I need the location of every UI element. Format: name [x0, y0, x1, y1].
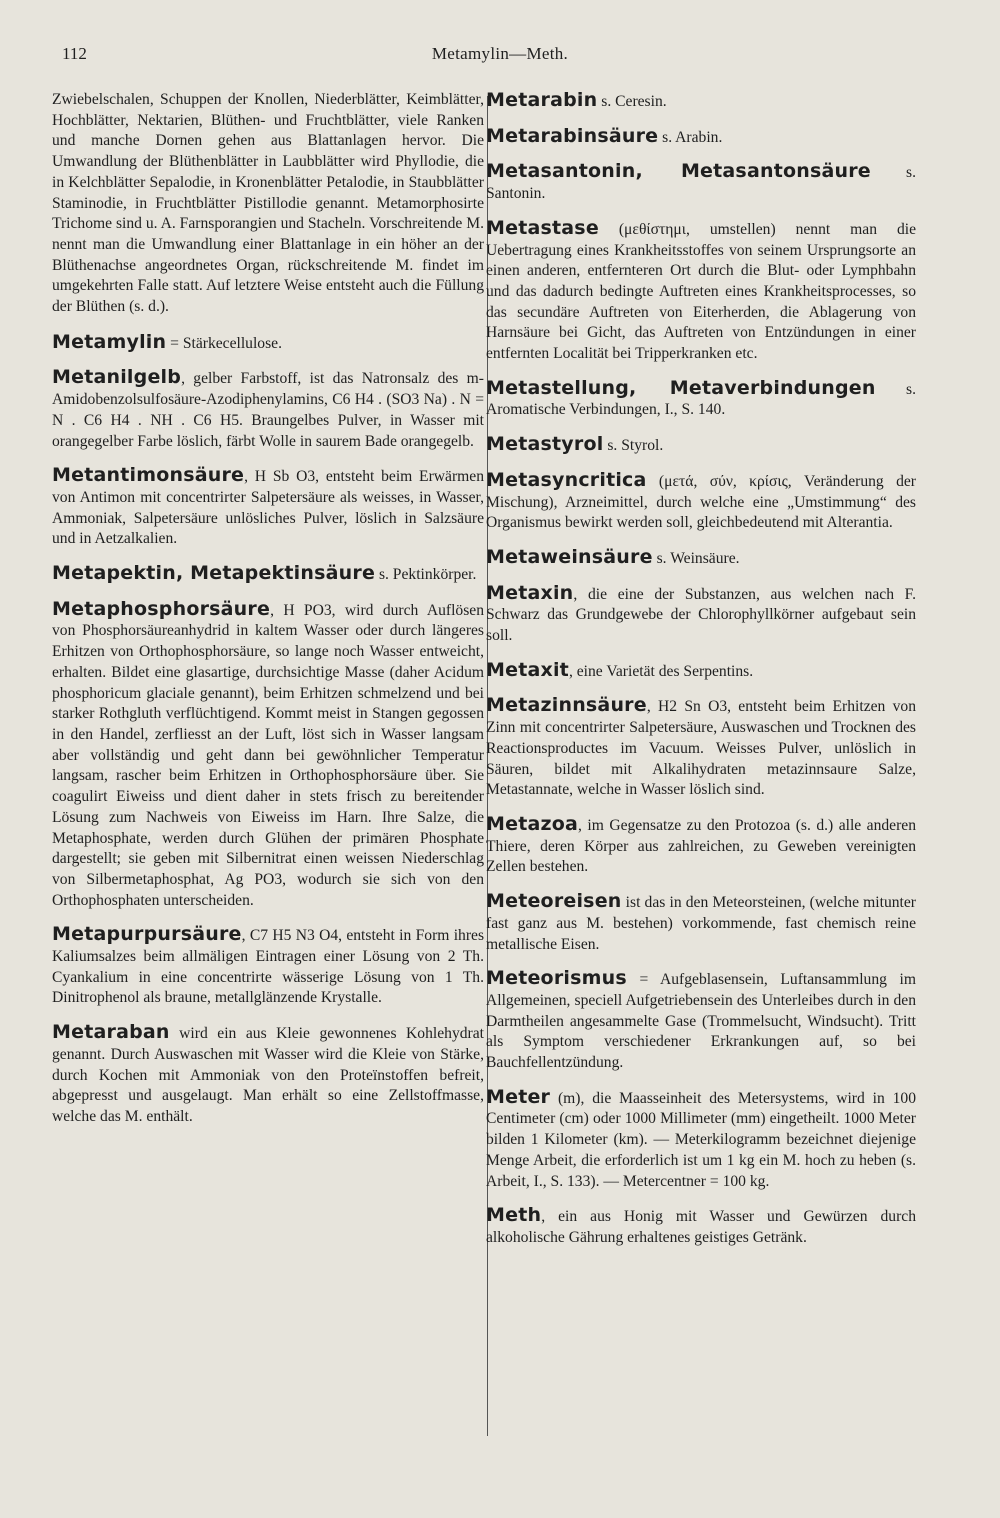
- entry-definition: ein aus Honig mit Wasser und Gewürzen durch alkoholische Gährung erhaltenes geistiges Getränk.: [486, 1208, 917, 1246]
- dictionary-entry: [486, 583, 916, 647]
- entry-definition: H2 Sn O3, entsteht beim Erhitzen von Zinn mit concentrirter Salpetersäure, Auswaschen und Trocknen des Reactionsproductes im Vacuum. Weisses Pulver, unlöslich in Säuren, bildet mit Alkalihydraten metazinnsaure Salze, Metastannate, welche in Wasser löslich sind.: [486, 698, 916, 799]
- entry-definition: s. Santonin.: [486, 164, 916, 203]
- dictionary-entry: [52, 563, 484, 586]
- entry-separator: ,: [573, 585, 588, 603]
- running-title: Metamylin—Meth.: [431, 44, 569, 63]
- entry-separator: ,: [541, 1208, 559, 1226]
- entry-definition: C7 H5 N3 O4, entsteht in Form ihres Kaliumsalzes beim allmäligen Eintragen einer Lösung von 2 Th. Cyankalium in eine concentrirte wässerige Lösung von 1 Th. Dinitrophenol als braune, metallglänzende Krystalle.: [52, 927, 485, 1007]
- entry-headword: Meteoreisen: [486, 890, 622, 913]
- entry-definition: Aufgeblasensein, Luftansammlung im Allgemeinen, speciell Aufgetriebensein des Unterleibes durch in den Darmtheilen angesammelte Gase (Trommelsucht, Windsucht). Tritt als Symptom verschiedener Erkrankungen auf, so bei Bauchfellentzündung.: [486, 971, 917, 1072]
- entry-headword: Metazinnsäure: [486, 694, 647, 717]
- dictionary-entry: [486, 891, 916, 955]
- entry-separator: ,: [241, 927, 250, 945]
- entry-headword: Metamylin: [52, 330, 167, 353]
- entry-separator: [876, 381, 906, 398]
- entry-definition: s. Aromatische Verbindungen, I., S. 140.: [486, 380, 916, 419]
- entry-definition: (μετά, σύν, κρίσις, Veränderung der Mischung), Arzneimittel, durch welche eine „Umstimmung“ des Organismus bewirkt werden soll, gleichbedeutend mit Alterantia.: [486, 472, 916, 532]
- entry-separator: ,: [646, 698, 659, 716]
- entry-separator: [170, 1025, 180, 1042]
- dictionary-entry: [486, 378, 916, 421]
- dictionary-entry: [486, 1087, 916, 1193]
- entry-definition: H Sb O3, entsteht beim Erwärmen von Antimon mit concentrirter Salpetersäure als weisses, in Wasser, Ammoniak, Salpetersäure unlösliches Pulver, löslich in Salzsäure und in Aetzalkalien.: [52, 468, 485, 548]
- entry-headword: Metastyrol: [486, 433, 604, 456]
- dictionary-entry: [486, 814, 916, 878]
- entry-definition: Stärkecellulose.: [182, 334, 282, 352]
- continuation-text: Zwiebelschalen, Schuppen der Knollen, Niederblätter, Keimblätter, Hochblätter, Nektarien, Blüthen- und Fruchtblätter, viele Ranken und manche Dornen gehen aus Blattanlagen hervor. Die Umwandlung der Blüthenblätter in Laubblätter wird Phyllodie, die in Kelchblätter Sepalodie, in Kronenblätter Petalodie, in Staubblätter Staminodie, in Fruchtblätter Pistillodie genannt. Metamorphosirte Trichome sind u. A. Farnsporangien und Stacheln. Vorschreitende M. nennt man die Umwandlung einer Blattanlage in ein höher an der Blüthenachse angeordnetes Organ, rückschreitende M. findet im umgekehrten Falle statt. Auf letztere Weise entsteht auch die Füllung der Blüthen (s. d.).: [52, 91, 484, 316]
- entry-headword: Metanilgelb: [52, 366, 182, 389]
- dictionary-entry: [52, 1022, 484, 1128]
- dictionary-entry: [52, 332, 484, 355]
- dictionary-entry: [52, 924, 484, 1009]
- dictionary-entry: [486, 161, 916, 204]
- entry-headword: Meth: [486, 1204, 542, 1227]
- entry-definition: (μεθίστημι, umstellen) nennt man die Uebertragung eines Krankheitsstoffes von seinem Ursprungsorte an einen anderen, entfernteren Ort durch die Blut- oder Lymphbahn und das dadurch bedingte Auftreten eines Krankheitsprocesses, so das secundäre Auftreten von Eiterherden, die Ablagerung von Harnsäure bei Gicht, das Auftreten von Entzündungen in einer entfernten Localität bei Tripperkranken etc.: [486, 220, 916, 363]
- entry-definition: s. Arabin.: [662, 128, 723, 146]
- entry-definition: s. Ceresin.: [601, 93, 667, 110]
- entry-headword: Meter: [486, 1085, 551, 1108]
- dictionary-entry: [486, 695, 916, 801]
- entry-headword: Metastellung, Metaverbindungen: [486, 376, 876, 399]
- entry-definition: (m), die Maasseinheit des Metersystems, wird in 100 Centimeter (cm) oder 1000 Millimeter (mm) eingetheilt. 1000 Meter bilden 1 Kilometer (km). — Meterkilogramm bezeichnet diejenige Menge Arbeit, die erforderlich ist um 1 kg ein M. hoch zu heben (s. Arbeit, I., S. 133). — Metercentner = 100 kg.: [486, 1089, 916, 1190]
- dictionary-entry: [486, 126, 916, 149]
- entry-definition: gelber Farbstoff, ist das Natronsalz des m-Amidobenzolsulfosäure-Azodiphenylamins, C6 H4 . (SO3 Na) . N = N . C6 H4 . NH . C6 H5. Braungelbes Pulver, in Wasser mit orangegelber Farbe löslich, färbt Wolle in saurem Bade orangegelb.: [52, 370, 484, 450]
- dictionary-entry: [486, 660, 916, 683]
- entry-headword: Metapurpursäure: [52, 923, 242, 946]
- entry-separator: ,: [270, 601, 284, 619]
- dictionary-entry: [486, 218, 916, 365]
- entry-separator: =: [166, 334, 183, 352]
- entry-headword: Metaxin: [486, 581, 574, 604]
- entry-definition: s. Pektinkörper.: [378, 566, 477, 584]
- entry-headword: Metasyncritica: [486, 468, 647, 491]
- entry-headword: Metastase: [486, 216, 599, 239]
- entry-definition: im Gegensatze zu den Protozoa (s. d.) alle anderen Thiere, deren Körper aus zahlreichen, zu Geweben vereinigten Zellen bestehen.: [486, 816, 917, 876]
- entry-separator: ,: [181, 370, 194, 388]
- dictionary-entry: [486, 434, 916, 457]
- entry-headword: Metaphosphorsäure: [52, 597, 271, 620]
- right-entries: [486, 90, 916, 1249]
- entry-definition: ist das in den Meteorsteinen, (welche mitunter fast ganz aus M. bestehen) vorkommende, fast chemisch reine metallische Eisen.: [486, 894, 916, 953]
- entry-separator: ,: [568, 662, 577, 680]
- entry-separator: [550, 1090, 558, 1107]
- entry-separator: [647, 473, 659, 490]
- dictionary-entry: [486, 470, 916, 534]
- left-column: [52, 90, 484, 1141]
- entry-separator: =: [626, 971, 660, 989]
- entry-separator: [871, 164, 906, 181]
- entry-separator: ,: [578, 816, 588, 834]
- entry-headword: Metasantonin, Metasantonsäure: [486, 160, 871, 183]
- entry-definition: s. Styrol.: [607, 437, 664, 455]
- entry-headword: Metaxit: [486, 658, 569, 681]
- entry-definition: H PO3, wird durch Auflösen von Phosphorsäureanhydrid in kaltem Wasser oder durch längeres Erhitzen von Orthophosphorsäure, so lange noch Wasser entweicht, erhalten. Bildet eine glasartige, durchsichtige Masse (daher Acidum phosphoricum glaciale genannt), beim Erhitzen schmelzend und bei starker Rothgluth verflüchtigend. Kommt meist in Stangen gegossen in den Handel, zerfliesst an der Luft, löst sich in Wasser langsam aber vollständig und geht dann bei gewöhnlicher Temperatur langsam, rascher beim Erhitzen in Orthophosphorsäure über. Sie coagulirt Eiweiss und dient daher in stets frisch zu bereitender Lösung zum Nachweis von Eiweiss im Harn. Ihre Salze, die Metaphosphate, werden durch Glühen der primären Phosphate dargestellt; sie geben mit Silbernitrat einen weissen Niederschlag von Silbermetaphosphat, Ag PO3, wodurch sie sich von den Orthophosphaten unterscheiden.: [52, 601, 484, 909]
- page-number: 112: [62, 44, 87, 63]
- dictionary-entry: [486, 90, 916, 113]
- entry-headword: Meteorismus: [486, 967, 627, 990]
- entry-headword: Metapektin, Metapektinsäure: [52, 562, 376, 585]
- dictionary-entry: [486, 547, 916, 570]
- dictionary-entry: [486, 1205, 916, 1248]
- left-entries: [52, 332, 484, 1128]
- entry-separator: [599, 221, 619, 238]
- entry-headword: Metaweinsäure: [486, 545, 653, 568]
- entry-headword: Metarabinsäure: [486, 124, 659, 147]
- entry-definition: die eine der Substanzen, aus welchen nach F. Schwarz das Grundgewebe der Chlorophyllkörner aufgebaut sein soll.: [486, 585, 916, 645]
- dictionary-entry: [52, 367, 484, 452]
- entry-definition: wird ein aus Kleie gewonnenes Kohlehydrat genannt. Durch Auswaschen mit Wasser wird die Kleie von Stärke, durch Kochen mit Ammoniak von den Proteïnstoffen befreit, abgepresst und ausgelaugt. Man erhält so eine Zellstoffmasse, welche das M. enthält.: [52, 1025, 484, 1125]
- dictionary-entry: [52, 599, 484, 912]
- dictionary-entry: [486, 968, 916, 1074]
- entry-headword: Metantimonsäure: [52, 464, 245, 487]
- entry-headword: Metaraban: [52, 1021, 170, 1044]
- dictionary-entry: [52, 465, 484, 550]
- entry-definition: eine Varietät des Serpentins.: [576, 662, 754, 680]
- entry-separator: ,: [244, 468, 255, 486]
- right-column: [486, 90, 916, 1262]
- entry-headword: Metarabin: [486, 89, 598, 111]
- entry-headword: Metazoa: [486, 812, 579, 835]
- entry-definition: s. Weinsäure.: [656, 549, 740, 567]
